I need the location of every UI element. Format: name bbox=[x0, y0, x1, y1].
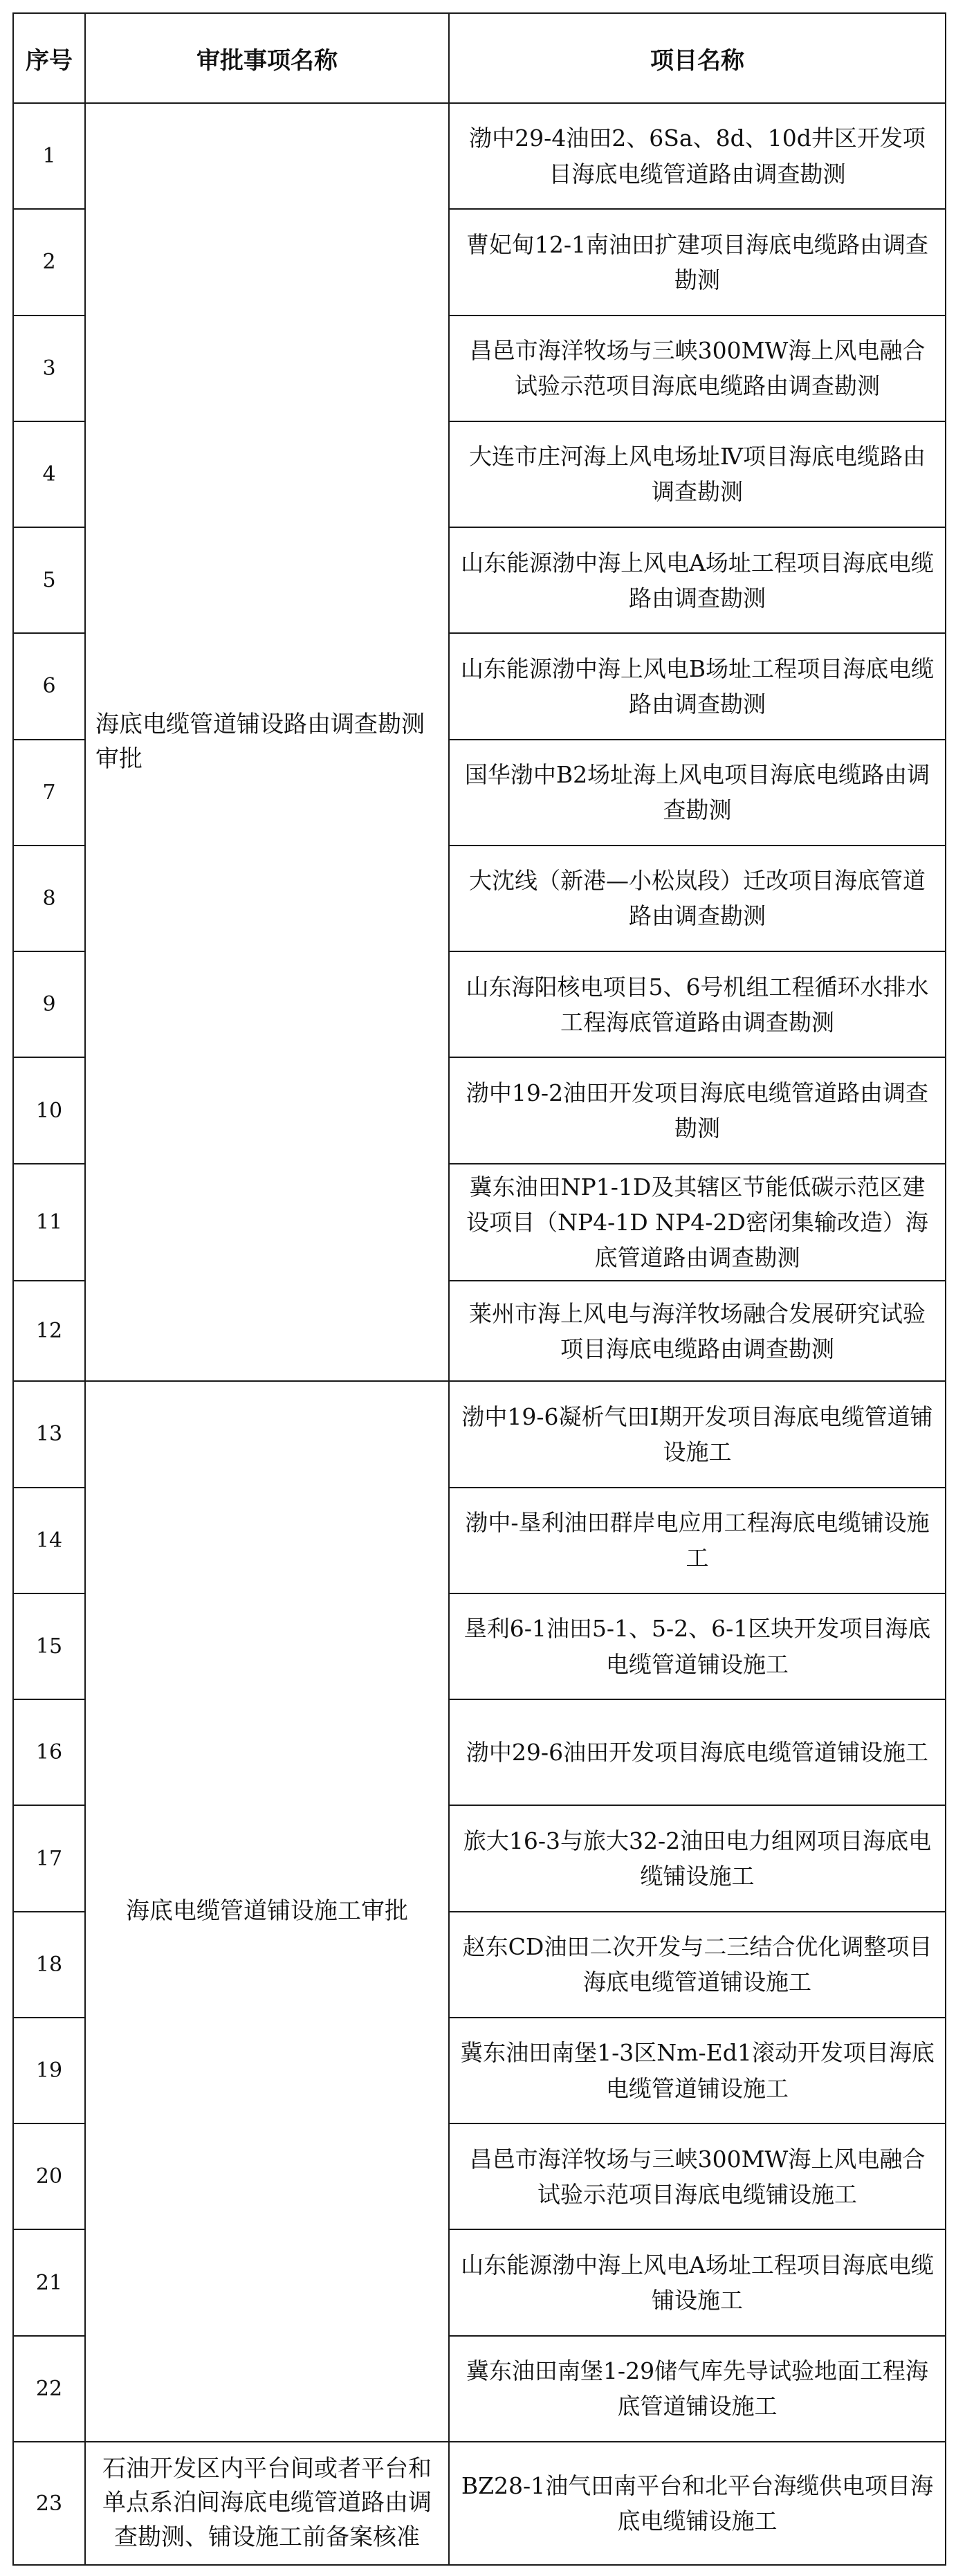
project-name: 渤中19-2油田开发项目海底电缆管道路由调查勘测 bbox=[449, 1057, 946, 1163]
project-name: 山东能源渤中海上风电A场址工程项目海底电缆路由调查勘测 bbox=[449, 527, 946, 633]
header-approval-item: 审批事项名称 bbox=[85, 13, 449, 103]
category-survey-approval: 海底电缆管道铺设路由调查勘测审批 bbox=[85, 103, 449, 1381]
row-number: 4 bbox=[13, 421, 85, 527]
row-number: 16 bbox=[13, 1699, 85, 1805]
header-serial-number: 序号 bbox=[13, 13, 85, 103]
row-number: 5 bbox=[13, 527, 85, 633]
project-name: 山东海阳核电项目5、6号机组工程循环水排水工程海底管道路由调查勘测 bbox=[449, 951, 946, 1057]
project-name: 大沈线（新港—小松岚段）迁改项目海底管道路由调查勘测 bbox=[449, 846, 946, 951]
project-name: BZ28-1油气田南平台和北平台海缆供电项目海底电缆铺设施工 bbox=[449, 2442, 946, 2565]
row-number: 8 bbox=[13, 846, 85, 951]
project-name: 赵东CD油田二次开发与二三结合优化调整项目海底电缆管道铺设施工 bbox=[449, 1912, 946, 2018]
row-number: 22 bbox=[13, 2336, 85, 2442]
project-name: 渤中29-4油田2、6Sa、8d、10d井区开发项目海底电缆管道路由调查勘测 bbox=[449, 103, 946, 209]
table-row bbox=[13, 2442, 946, 2565]
row-number: 3 bbox=[13, 316, 85, 421]
project-name: 冀东油田NP1-1D及其辖区节能低碳示范区建设项目（NP4-1D NP4-2D密闭集输改造）海底管道路由调查勘测 bbox=[449, 1164, 946, 1281]
project-name: 渤中29-6油田开发项目海底电缆管道铺设施工 bbox=[449, 1699, 946, 1805]
project-name: 垦利6-1油田5-1、5-2、6-1区块开发项目海底电缆管道铺设施工 bbox=[449, 1593, 946, 1699]
project-name: 冀东油田南堡1-3区Nm-Ed1滚动开发项目海底电缆管道铺设施工 bbox=[449, 2018, 946, 2123]
row-number: 14 bbox=[13, 1488, 85, 1593]
category-filing-approval: 石油开发区内平台间或者平台和单点系泊间海底电缆管道路由调查勘测、铺设施工前备案核准 bbox=[85, 2442, 449, 2565]
row-number: 6 bbox=[13, 633, 85, 739]
row-number: 18 bbox=[13, 1912, 85, 2018]
row-number: 2 bbox=[13, 209, 85, 315]
row-number: 12 bbox=[13, 1281, 85, 1381]
project-name: 渤中-垦利油田群岸电应用工程海底电缆铺设施工 bbox=[449, 1488, 946, 1593]
project-name: 山东能源渤中海上风电A场址工程项目海底电缆铺设施工 bbox=[449, 2229, 946, 2335]
row-number: 20 bbox=[13, 2123, 85, 2229]
row-number: 10 bbox=[13, 1057, 85, 1163]
project-name: 大连市庄河海上风电场址Ⅳ项目海底电缆路由调查勘测 bbox=[449, 421, 946, 527]
table-header-row bbox=[13, 13, 946, 103]
project-name: 昌邑市海洋牧场与三峡300MW海上风电融合试验示范项目海底电缆路由调查勘测 bbox=[449, 316, 946, 421]
row-number: 9 bbox=[13, 951, 85, 1057]
category-laying-approval: 海底电缆管道铺设施工审批 bbox=[85, 1381, 449, 2442]
table-row bbox=[13, 1381, 946, 1487]
header-project-name: 项目名称 bbox=[449, 13, 946, 103]
project-name: 渤中19-6凝析气田I期开发项目海底电缆管道铺设施工 bbox=[449, 1381, 946, 1487]
row-number: 13 bbox=[13, 1381, 85, 1487]
project-name: 冀东油田南堡1-29储气库先导试验地面工程海底管道铺设施工 bbox=[449, 2336, 946, 2442]
project-name: 莱州市海上风电与海洋牧场融合发展研究试验项目海底电缆路由调查勘测 bbox=[449, 1281, 946, 1381]
project-name: 曹妃甸12-1南油田扩建项目海底电缆路由调查勘测 bbox=[449, 209, 946, 315]
project-name: 旅大16-3与旅大32-2油田电力组网项目海底电缆铺设施工 bbox=[449, 1805, 946, 1911]
approval-table bbox=[12, 12, 946, 2566]
row-number: 19 bbox=[13, 2018, 85, 2123]
table-row bbox=[13, 103, 946, 209]
row-number: 17 bbox=[13, 1805, 85, 1911]
row-number: 7 bbox=[13, 740, 85, 846]
project-name: 山东能源渤中海上风电B场址工程项目海底电缆路由调查勘测 bbox=[449, 633, 946, 739]
row-number: 15 bbox=[13, 1593, 85, 1699]
row-number: 11 bbox=[13, 1164, 85, 1281]
project-name: 国华渤中B2场址海上风电项目海底电缆路由调查勘测 bbox=[449, 740, 946, 846]
row-number: 1 bbox=[13, 103, 85, 209]
project-name: 昌邑市海洋牧场与三峡300MW海上风电融合试验示范项目海底电缆铺设施工 bbox=[449, 2123, 946, 2229]
row-number: 21 bbox=[13, 2229, 85, 2335]
row-number: 23 bbox=[13, 2442, 85, 2565]
